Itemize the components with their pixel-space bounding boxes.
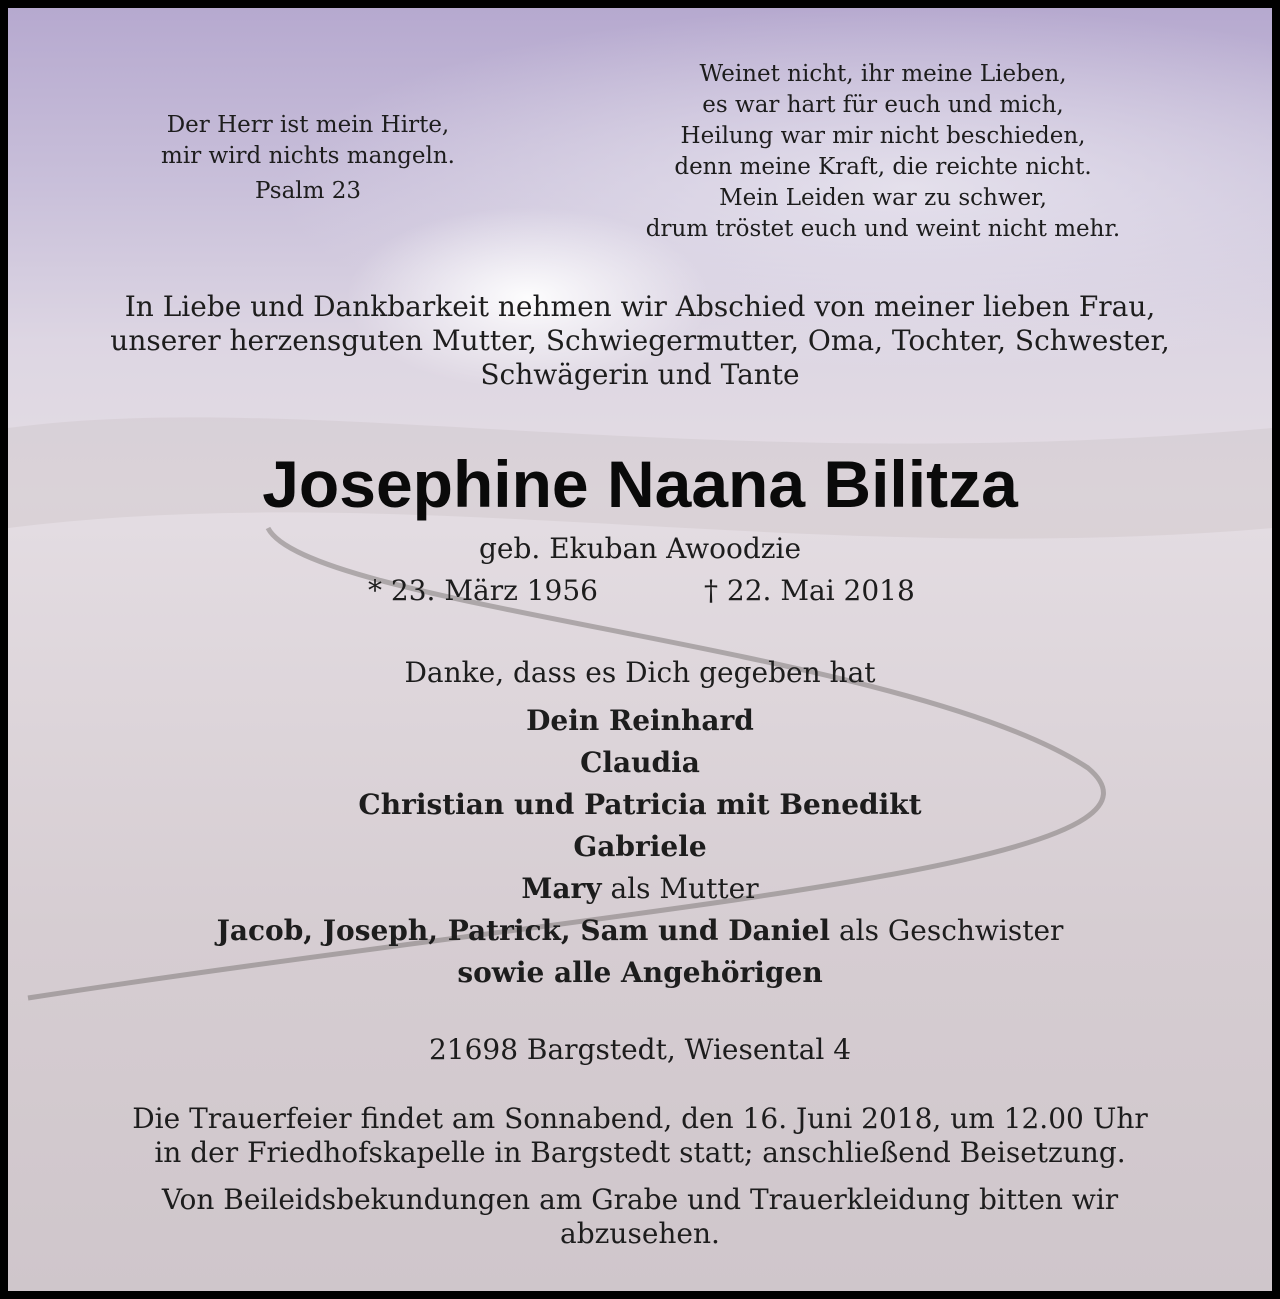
poem-line: Mein Leiden war zu schwer, — [719, 185, 1047, 211]
birth-name: geb. Ekuban Awoodzie — [478, 532, 802, 565]
poem-line: Weinet nicht, ihr meine Lieben, — [699, 61, 1067, 87]
poem-line: denn meine Kraft, die reichte nicht. — [674, 154, 1092, 180]
mourner: Claudia — [580, 746, 700, 779]
deceased-name: Josephine Naana Bilitza — [262, 447, 1018, 521]
poem-line: Heilung war mir nicht beschieden, — [680, 123, 1086, 149]
psalm-reference: Psalm 23 — [254, 178, 362, 204]
psalm-quote — [128, 110, 488, 207]
mourner-relation: als Mutter — [601, 872, 759, 905]
mourner: Dein Reinhard — [526, 704, 754, 737]
birth-date: * 23. März 1956 — [368, 574, 598, 607]
death-date: † 22. Mai 2018 — [704, 574, 915, 607]
poem-line: es war hart für euch und mich, — [702, 92, 1064, 118]
service-line: in der Friedhofskapelle in Bargstedt statt; anschließend Beisetzung. — [154, 1136, 1126, 1169]
psalm-line-1: Der Herr ist mein Hirte, — [166, 112, 450, 138]
intro-text — [8, 290, 1272, 392]
service-line: Die Trauerfeier findet am Sonnabend, den 16. Juni 2018, um 12.00 Uhr — [132, 1102, 1148, 1135]
intro-line: unserer herzensguten Mutter, Schwiegermutter, Oma, Tochter, Schwester, — [110, 324, 1170, 357]
request-line: abzusehen. — [560, 1217, 720, 1250]
intro-line: In Liebe und Dankbarkeit nehmen wir Abschied von meiner lieben Frau, — [124, 290, 1156, 323]
request-line: Von Beileidsbekundungen am Grabe und Trauerkleidung bitten wir — [161, 1183, 1119, 1216]
mourner — [8, 910, 1272, 952]
mourner — [8, 868, 1272, 910]
mourner: Christian und Patricia mit Benedikt — [358, 788, 922, 821]
intro-line: Schwägerin und Tante — [480, 358, 800, 391]
mourner-relation: als Geschwister — [830, 914, 1064, 947]
psalm-line-2: mir wird nichts mangeln. — [161, 143, 455, 169]
mourner: sowie alle Angehörigen — [457, 956, 823, 989]
mourner-name: Mary — [521, 872, 602, 905]
thanks-line: Danke, dass es Dich gegeben hat — [404, 656, 876, 689]
poem-line: drum tröstet euch und weint nicht mehr. — [645, 216, 1121, 242]
mourners-list — [8, 700, 1272, 994]
mourner: Gabriele — [573, 830, 707, 863]
request-info — [8, 1183, 1272, 1251]
obituary-card — [8, 8, 1272, 1291]
poem — [568, 59, 1198, 245]
service-info — [8, 1102, 1272, 1170]
address: 21698 Bargstedt, Wiesental 4 — [428, 1033, 852, 1066]
mourner-name: Jacob, Joseph, Patrick, Sam und Daniel — [216, 914, 831, 947]
